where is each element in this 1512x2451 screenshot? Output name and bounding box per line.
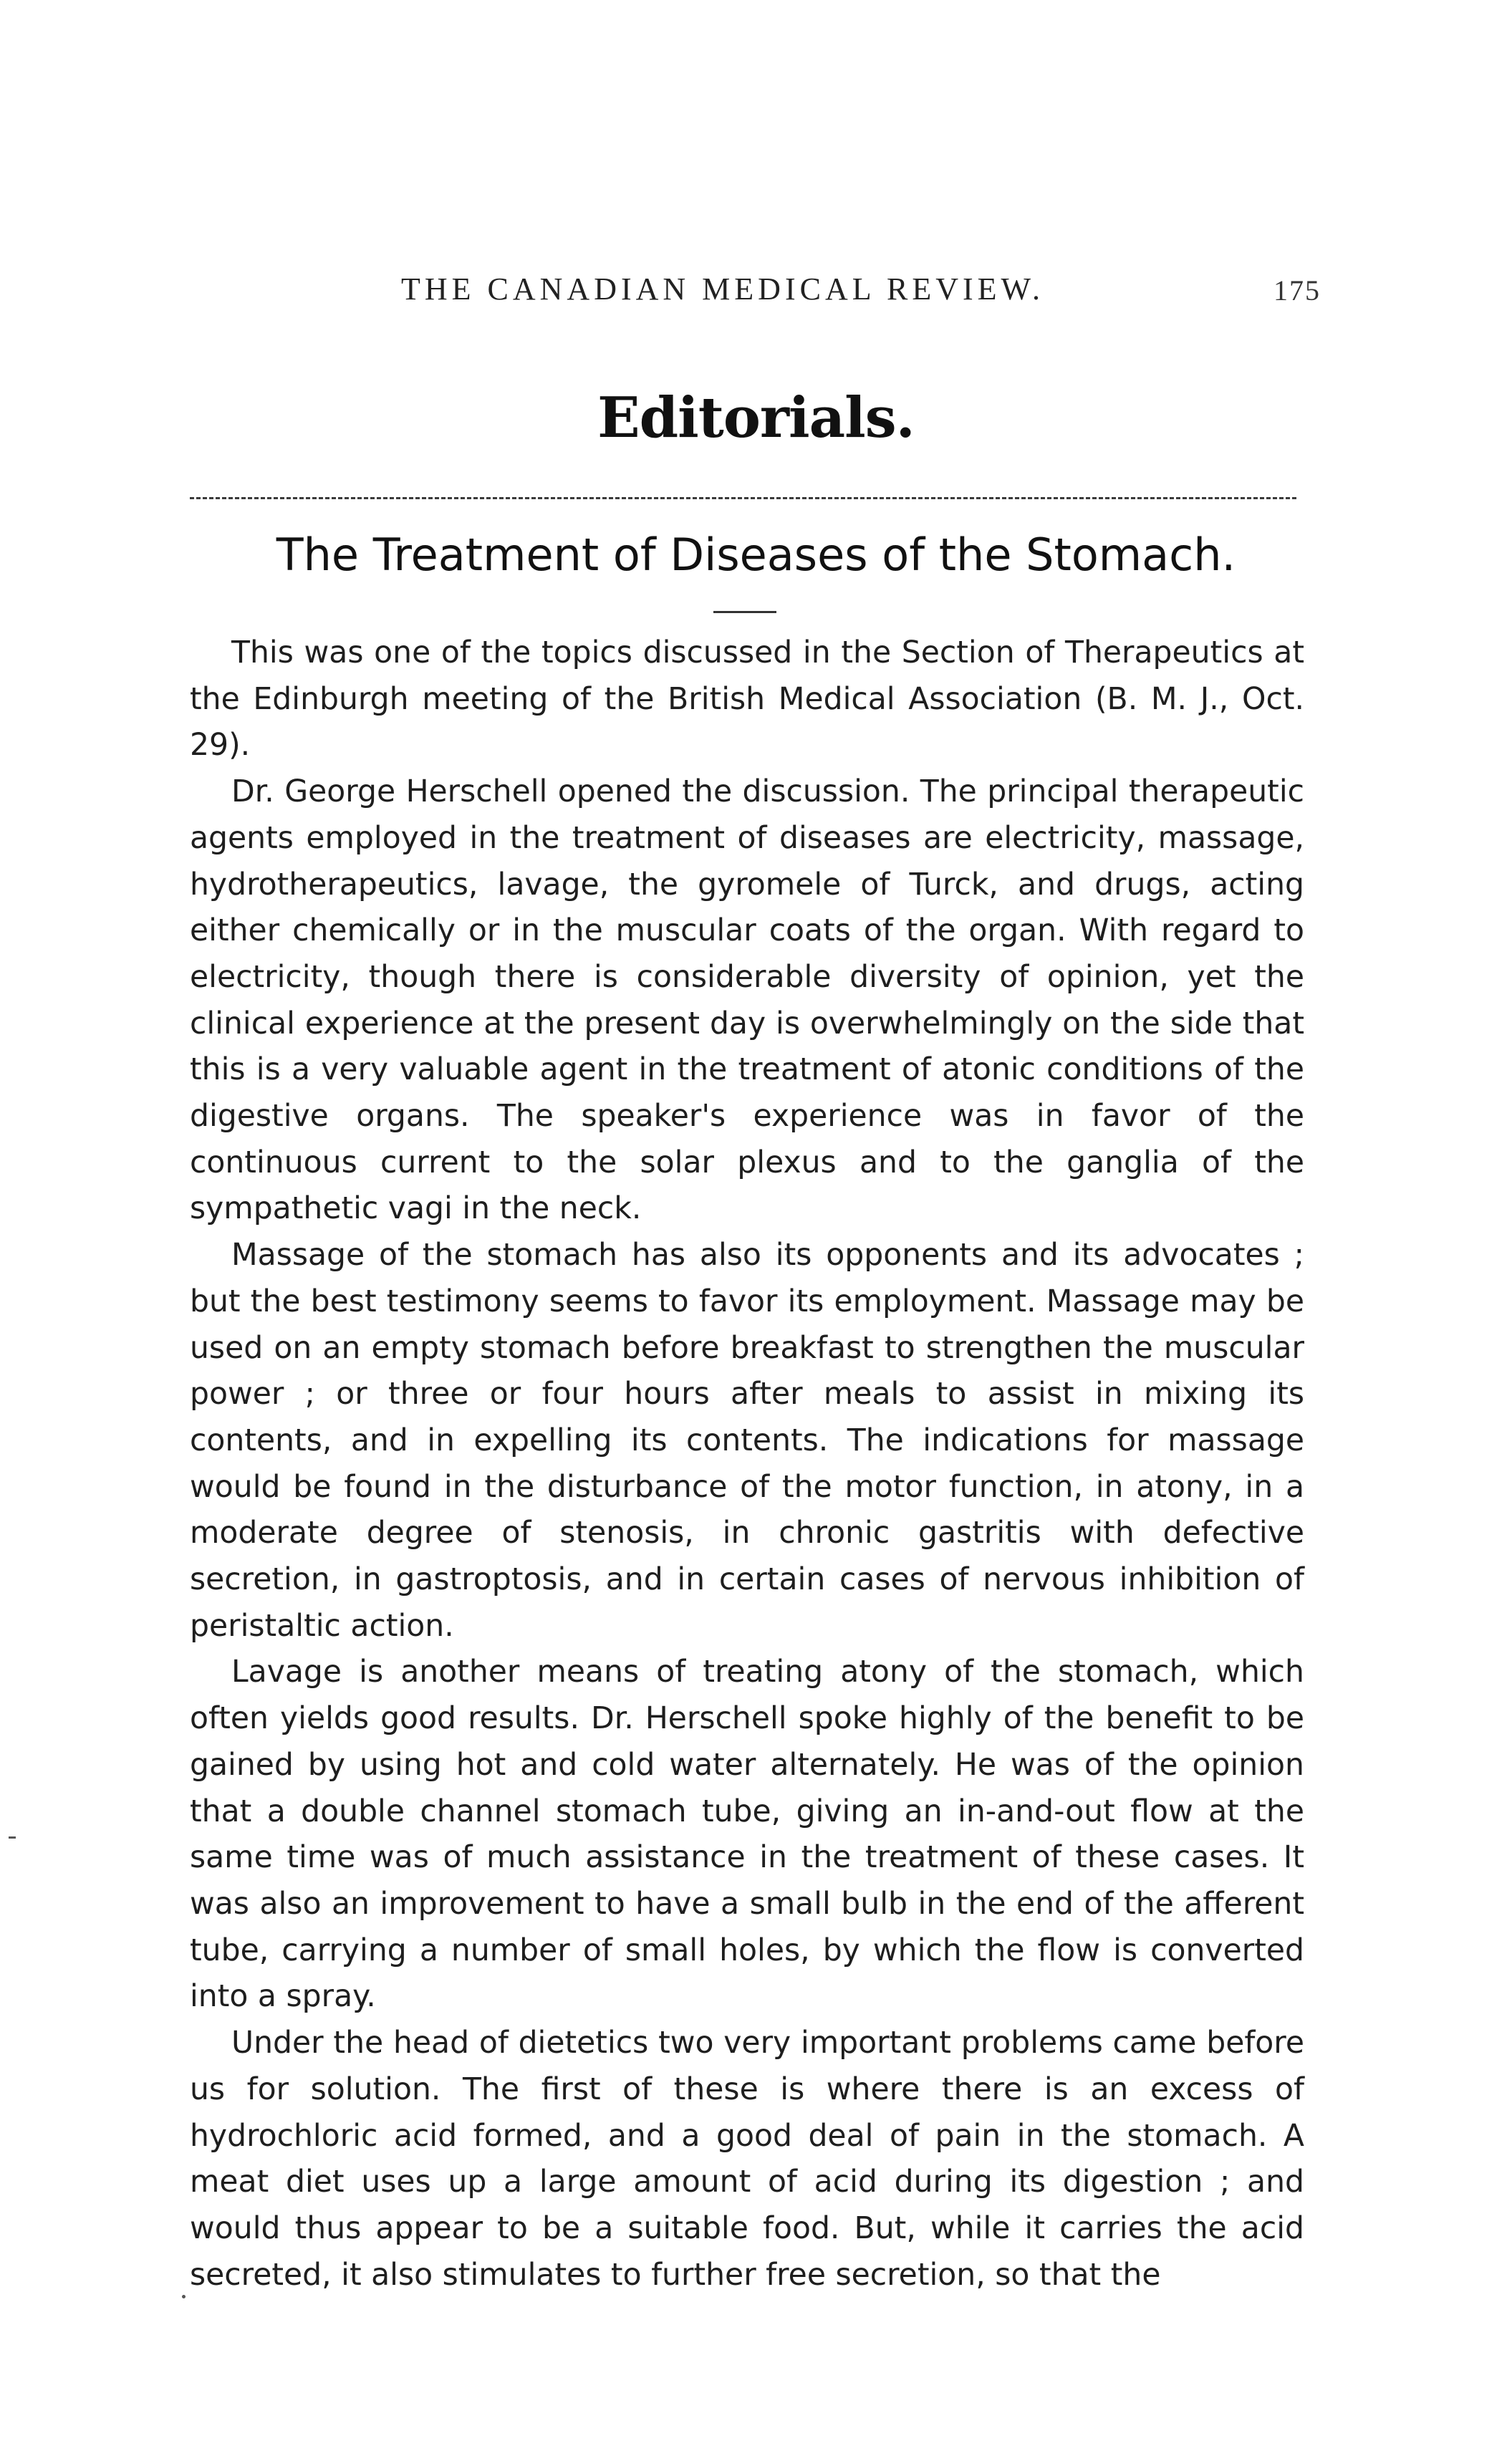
margin-mark xyxy=(9,1836,16,1839)
margin-mark xyxy=(182,2295,186,2298)
paragraph-2: Dr. George Herschell opened the discussion. The principal therapeutic agents employed in the treatment of diseases are electricity, massage, hydrotherapeutics, lavage, the gyromele of Turck, and drugs, acting either chemically or in the muscular coats of the organ. With regard to electricity, though there is considerable diversity of opinion, yet the clinical experience at the present day is overwhelmingly on the side that this is a very valuable agent in the treatment of atonic conditions of the digestive organs. The speaker's experience was in favor of the continuous current to the solar plexus and to the ganglia of the sympathetic vagi in the neck. xyxy=(190,774,1304,1227)
paragraph-1: This was one of the topics discussed in the Section of Therapeutics at the Edinburgh meeting of the British Medical Association (B. M. J., Oct. 29). xyxy=(190,635,1304,764)
paragraph-5: Under the head of dietetics two very important problems came before us for solution. The first of these is where there is an excess of hydrochloric acid formed, and a good deal of pain in the stomach. A meat diet uses up a large amount of acid during its digestion ; and would thus appear to be a suitable food. But, while it carries the acid secreted, it also stimulates to further free secretion, so that the xyxy=(190,2026,1304,2293)
running-head: THE CANADIAN MEDICAL REVIEW. xyxy=(401,271,1044,307)
section-title: Editorials. xyxy=(597,385,915,451)
page-number: 175 xyxy=(1273,274,1321,307)
title-divider xyxy=(713,611,776,613)
article-body xyxy=(190,630,1304,2298)
paragraph-3: Massage of the stomach has also its opponents and its advocates ; but the best testimony seems to favor its employment. Massage may be used on an empty stomach before breakfast to strengthen the muscular power ; or three or four hours after meals to assist in mixing its contents, and in expelling its contents. The indications for massage would be found in the disturbance of the motor function, in atony, in a moderate degree of stenosis, in chronic gastritis with defective secretion, in gastroptosis, and in certain cases of nervous inhibition of peristaltic action. xyxy=(190,1238,1304,1644)
article-title: The Treatment of Diseases of the Stomach. xyxy=(276,529,1236,581)
paragraph-4: Lavage is another means of treating atony of the stomach, which often yields good results. Dr. Herschell spoke highly of the benefit to be gained by using hot and cold water alternately. He was of the opinion that a double channel stomach tube, giving an in-and-out flow at the same time was of much assistance in the treatment of these cases. It was also an improvement to have a small bulb in the end of the afferent tube, carrying a number of small holes, by which the flow is converted into a spray. xyxy=(190,1655,1304,2015)
section-divider xyxy=(190,497,1296,499)
